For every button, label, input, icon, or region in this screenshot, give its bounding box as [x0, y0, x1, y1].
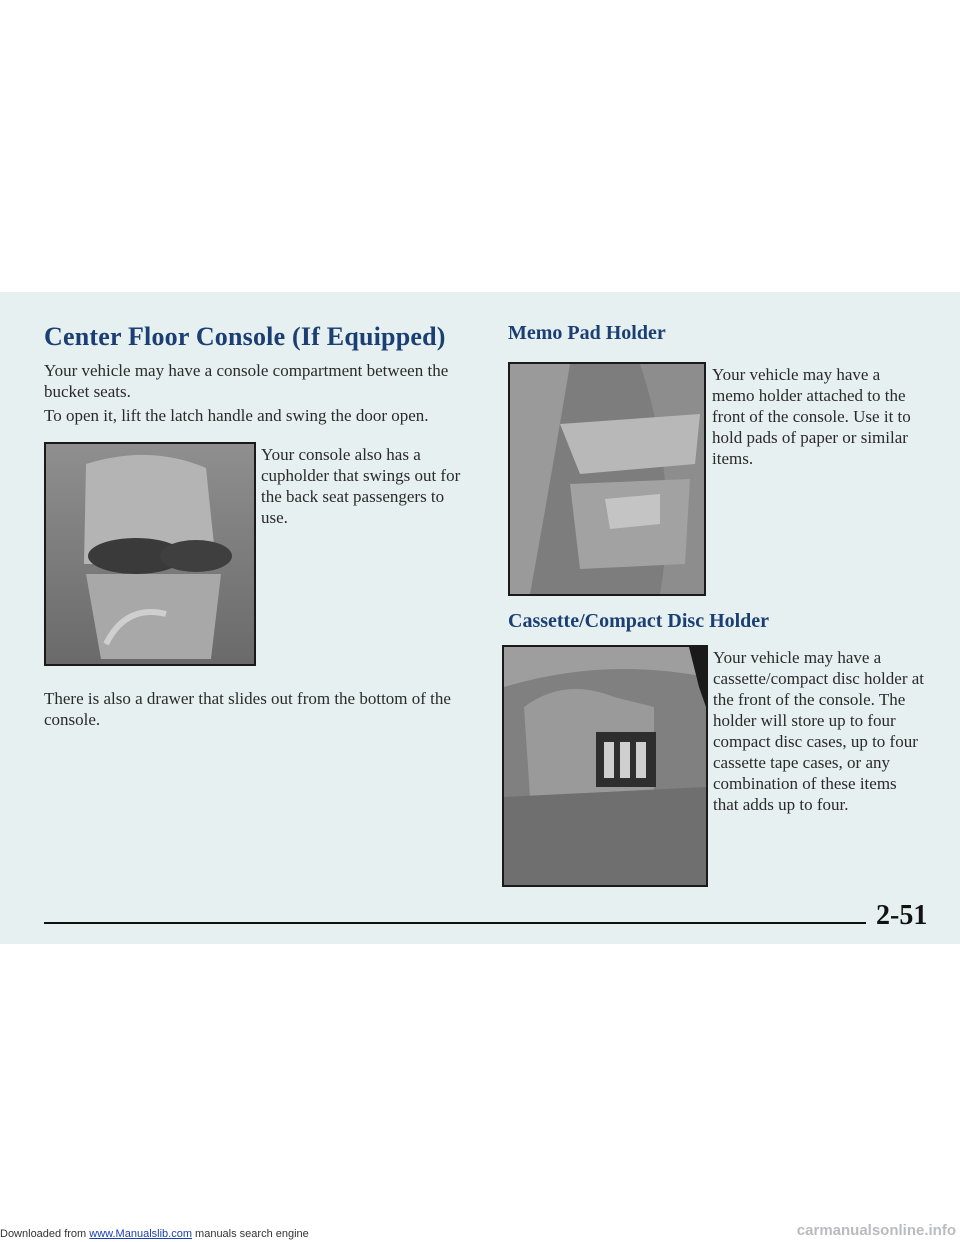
footer-rule — [44, 922, 866, 924]
memo-title: Memo Pad Holder — [508, 322, 666, 344]
console-open-text: To open it, lift the latch handle and swing the door open. — [44, 406, 429, 425]
memo-holder-photo — [508, 362, 706, 596]
cassette-holder-photo — [502, 645, 708, 887]
footer-suffix: manuals search engine — [191, 1228, 309, 1240]
cupholder-photo — [44, 442, 256, 666]
page-number: 2-51 — [876, 900, 928, 931]
manualslib-link[interactable]: www.Manualslib.com — [89, 1228, 192, 1240]
cassette-title: Cassette/Compact Disc Holder — [508, 610, 770, 632]
console-intro-text: Your vehicle may have a console compartment between the bucket seats. — [44, 361, 449, 401]
memo-text: Your vehicle may have a memo holder attached to the front of the console. Use it to hold pads of paper or similar items. — [712, 365, 911, 468]
cassette-text: Your vehicle may have a cassette/compact disc holder at the front of the console. The holder will store up to four compact disc cases, up to four cassette tape cases, or any combination of these items that adds up to four. — [713, 648, 924, 814]
cupholder-illustration — [46, 444, 254, 664]
footer-prefix: Downloaded from — [0, 1228, 90, 1240]
download-footer — [0, 1228, 309, 1240]
watermark: carmanualsonline.info — [796, 1222, 956, 1239]
section-title: Center Floor Console (If Equipped) — [44, 322, 446, 351]
memo-holder-illustration — [510, 364, 704, 594]
drawer-text: There is also a drawer that slides out from the bottom of the console. — [44, 689, 451, 729]
cupholder-text: Your console also has a cupholder that swings out for the back seat passengers to use. — [261, 445, 461, 527]
cassette-holder-illustration — [504, 647, 706, 885]
